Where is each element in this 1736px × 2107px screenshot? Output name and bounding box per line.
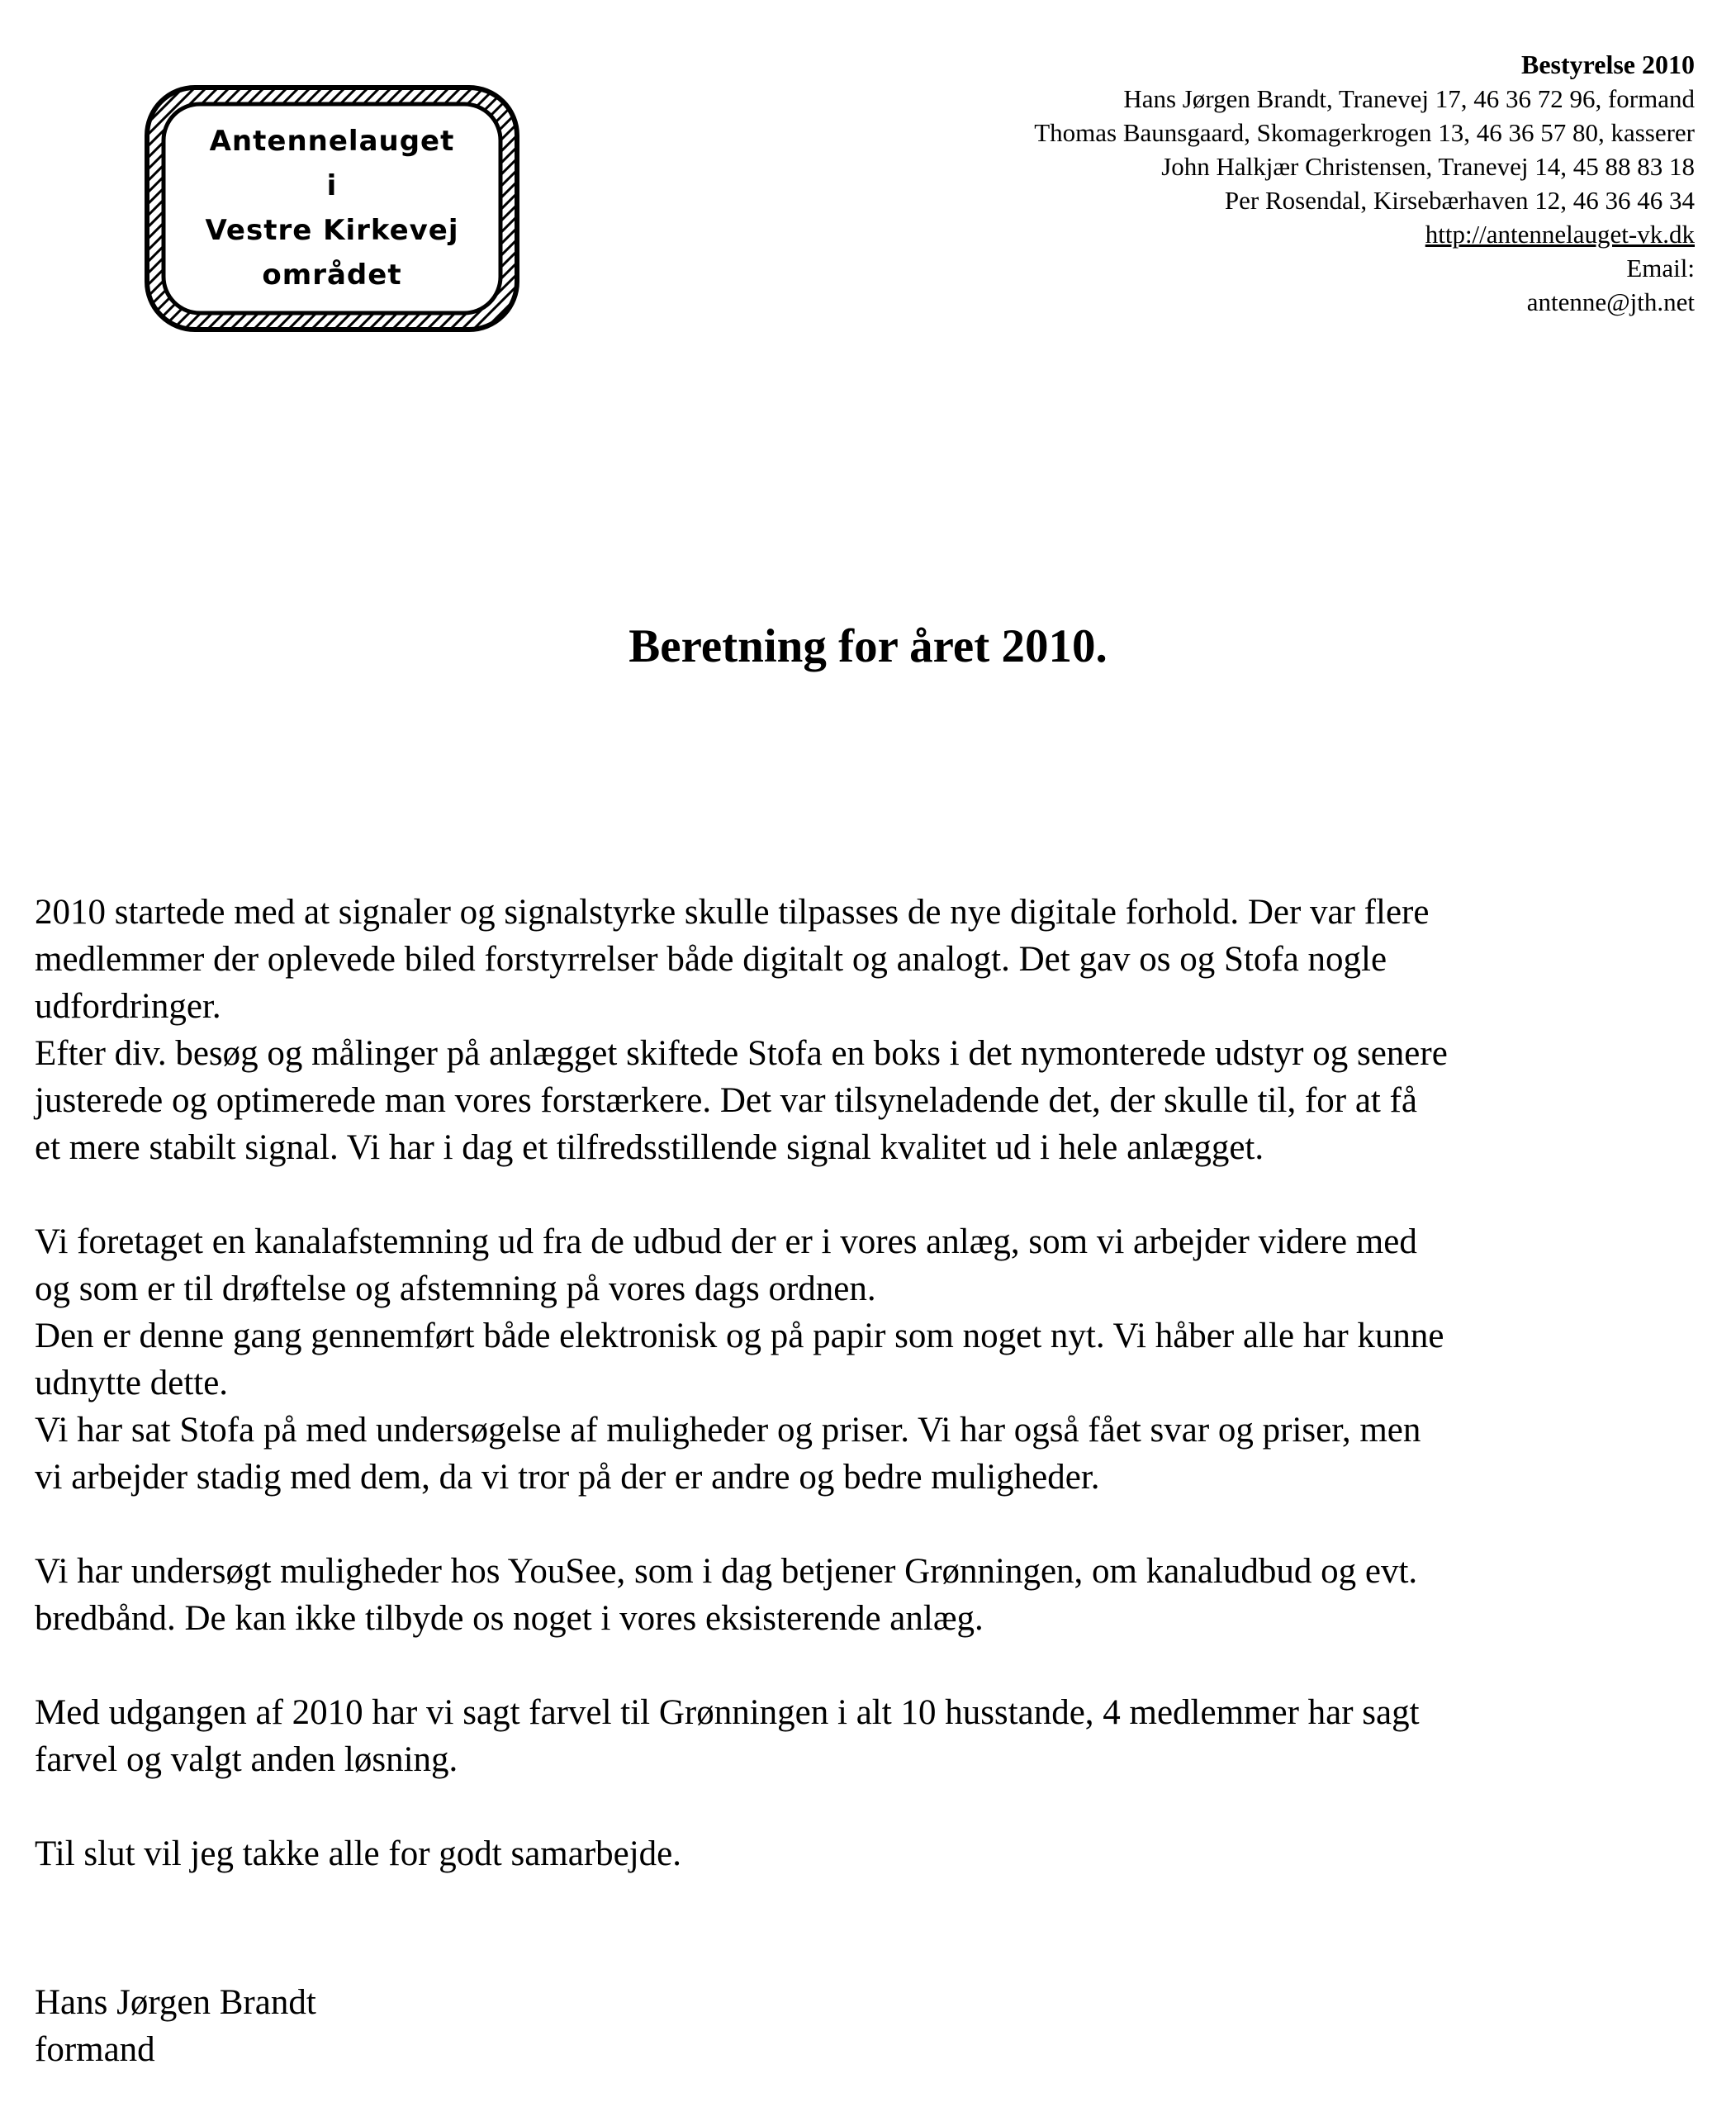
report-body xyxy=(35,889,1711,1924)
paragraph xyxy=(35,889,1711,1171)
text-line: Efter div. besøg og målinger på anlægget skiftede Stofa en boks i det nymonterede udstyr og senere xyxy=(35,1034,1448,1073)
paragraph xyxy=(35,1218,1711,1501)
email-address: antenne@jth.net xyxy=(1526,287,1695,316)
text-line: og som er til drøftelse og afstemning på vores dags ordnen. xyxy=(35,1269,876,1308)
text-line: Vi har undersøgt muligheder hos YouSee, som i dag betjener Grønningen, om kanaludbud og evt. xyxy=(35,1552,1418,1591)
text-line: Til slut vil jeg takke alle for godt samarbejde. xyxy=(35,1834,682,1873)
text-line: medlemmer der oplevede biled forstyrrelser både digitalt og analogt. Det gav os og Stofa nogle xyxy=(35,940,1387,979)
text-line: udfordringer. xyxy=(35,987,221,1026)
website-link[interactable]: http://antennelauget-vk.dk xyxy=(1425,220,1695,249)
text-line: Med udgangen af 2010 har vi sagt farvel til Grønningen i alt 10 husstande, 4 medlemmer har sagt xyxy=(35,1693,1420,1732)
text-line: Vi har sat Stofa på med undersøgelse af muligheder og priser. Vi har også fået svar og priser, men xyxy=(35,1411,1421,1450)
text-line: justerede og optimerede man vores forstærkere. Det var tilsyneladende det, der skulle til, for at få xyxy=(35,1081,1418,1120)
text-line: vi arbejder stadig med dem, da vi tror på der er andre og bedre muligheder. xyxy=(35,1458,1100,1497)
association-logo xyxy=(142,83,522,335)
page-title: Beretning for året 2010. xyxy=(628,620,1108,672)
board-title: Bestyrelse 2010 xyxy=(1520,50,1695,79)
paragraph xyxy=(35,1689,1711,1783)
logo-line: området xyxy=(262,259,402,292)
board-info xyxy=(1034,48,1695,319)
text-line: 2010 startede med at signaler og signalstyrke skulle tilpasses de nye digitale forhold. Der var flere xyxy=(35,893,1430,932)
email-label: Email: xyxy=(1626,254,1695,282)
text-line: farvel og valgt anden løsning. xyxy=(35,1740,458,1779)
text-line: et mere stabilt signal. Vi har i dag et tilfredsstillende signal kvalitet ud i hele anlægget. xyxy=(35,1128,1264,1167)
signature-block xyxy=(35,1979,316,2073)
text-line: Den er denne gang gennemført både elektronisk og på papir som noget nyt. Vi håber alle har kunne xyxy=(35,1317,1444,1355)
board-member: Per Rosendal, Kirsebærhaven 12, 46 36 46 34 xyxy=(1224,186,1695,215)
paragraph xyxy=(35,1548,1711,1642)
text-line: udnytte dette. xyxy=(35,1364,229,1402)
board-member-chairman: Hans Jørgen Brandt, Tranevej 17, 46 36 72 96, formand xyxy=(1123,84,1695,113)
logo-line: Antennelauget xyxy=(209,125,455,158)
text-line: Vi foretaget en kanalafstemning ud fra de udbud der er i vores anlæg, som vi arbejder videre med xyxy=(35,1222,1417,1261)
board-member-treasurer: Thomas Baunsgaard, Skomagerkrogen 13, 46 36 57 80, kasserer xyxy=(1034,118,1695,147)
signature-role: formand xyxy=(35,2030,155,2069)
paragraph xyxy=(35,1830,1711,1877)
text-line: bredbånd. De kan ikke tilbyde os noget i vores eksisterende anlæg. xyxy=(35,1599,984,1638)
logo-line: Vestre Kirkevej xyxy=(205,214,459,247)
signature-name: Hans Jørgen Brandt xyxy=(35,1983,316,2022)
board-member: John Halkjær Christensen, Tranevej 14, 45 88 83 18 xyxy=(1161,152,1695,181)
logo-line: i xyxy=(326,169,338,202)
